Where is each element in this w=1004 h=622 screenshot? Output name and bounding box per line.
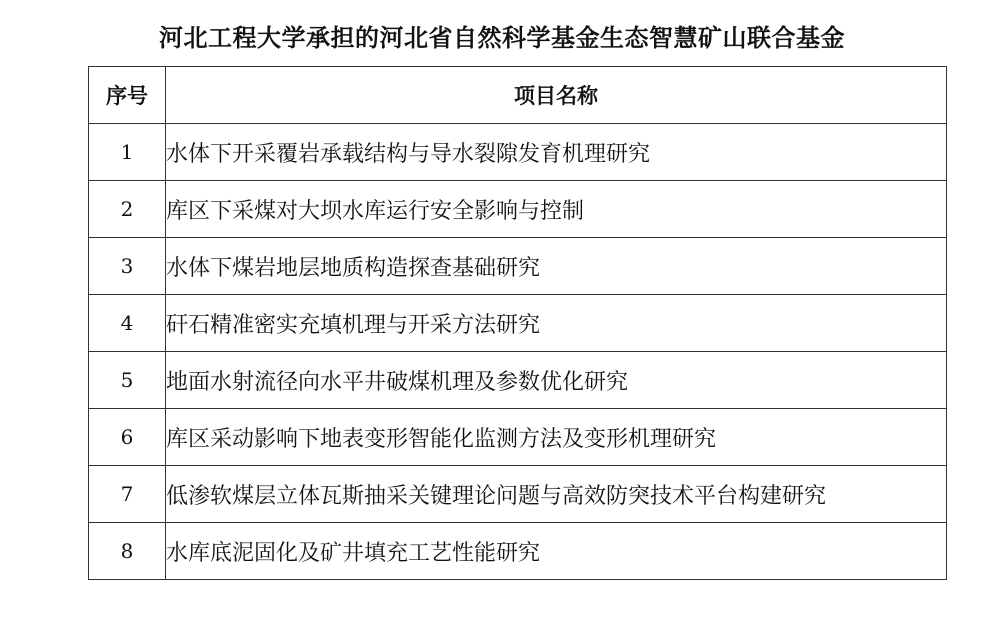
table-row (89, 352, 947, 409)
row-serial-number: 8 (89, 523, 166, 580)
row-serial-number: 5 (89, 352, 166, 409)
row-serial-number: 6 (89, 409, 166, 466)
header-project-name: 项目名称 (166, 67, 947, 124)
projects-table (88, 66, 947, 580)
table-header-row (89, 67, 947, 124)
row-project-name: 水体下煤岩地层地质构造探查基础研究 (166, 238, 947, 295)
row-project-name: 矸石精准密实充填机理与开采方法研究 (166, 295, 947, 352)
row-project-name: 低渗软煤层立体瓦斯抽采关键理论问题与高效防突技术平台构建研究 (166, 466, 947, 523)
header-serial-number: 序号 (89, 67, 166, 124)
row-serial-number: 3 (89, 238, 166, 295)
row-serial-number: 1 (89, 124, 166, 181)
row-project-name: 水库底泥固化及矿井填充工艺性能研究 (166, 523, 947, 580)
row-project-name: 地面水射流径向水平井破煤机理及参数优化研究 (166, 352, 947, 409)
table-row (89, 238, 947, 295)
table-row (89, 181, 947, 238)
row-serial-number: 4 (89, 295, 166, 352)
table-row (89, 124, 947, 181)
row-serial-number: 7 (89, 466, 166, 523)
row-project-name: 库区采动影响下地表变形智能化监测方法及变形机理研究 (166, 409, 947, 466)
document-title: 河北工程大学承担的河北省自然科学基金生态智慧矿山联合基金 (159, 24, 845, 52)
table-row (89, 466, 947, 523)
row-serial-number: 2 (89, 181, 166, 238)
table-row (89, 523, 947, 580)
table-row (89, 295, 947, 352)
table-row (89, 409, 947, 466)
row-project-name: 水体下开采覆岩承载结构与导水裂隙发育机理研究 (166, 124, 947, 181)
row-project-name: 库区下采煤对大坝水库运行安全影响与控制 (166, 181, 947, 238)
